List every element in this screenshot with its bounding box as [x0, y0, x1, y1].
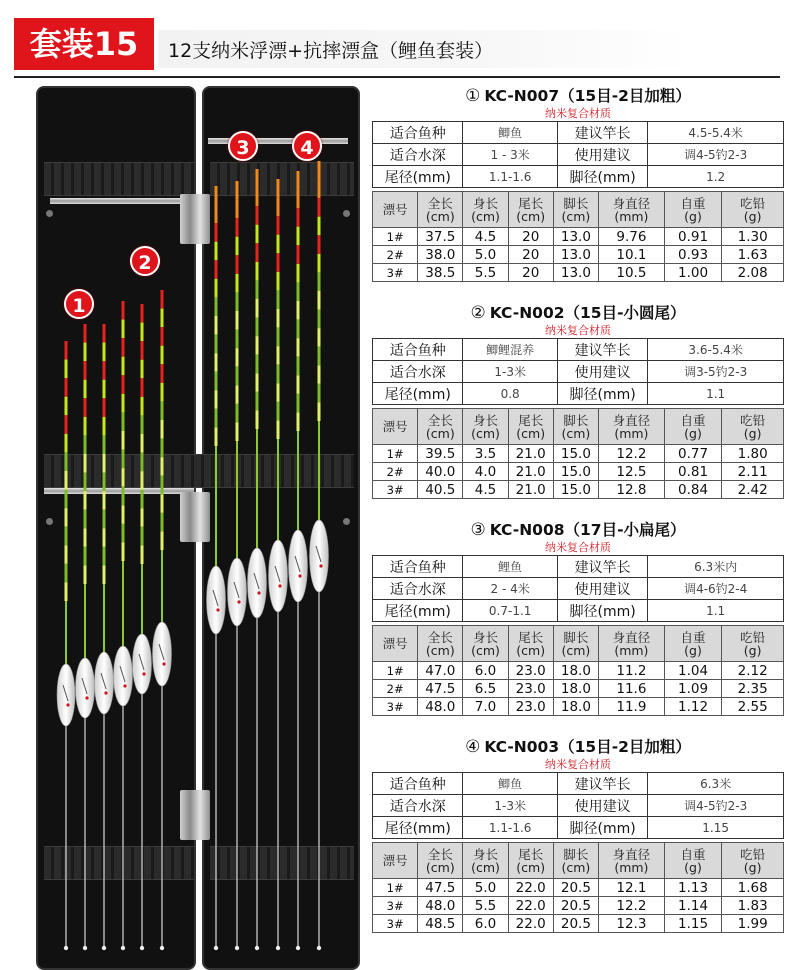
- attr-label: 尾径(mm): [373, 600, 463, 622]
- table-row: [373, 463, 784, 481]
- cell: 3#: [373, 897, 418, 915]
- cell: 1#: [373, 445, 418, 463]
- attr-value: 6.3米: [648, 773, 784, 795]
- attr-value: 0.7-1.1: [463, 600, 558, 622]
- dims-header: 自重 (g): [664, 409, 722, 445]
- spec-tables: [372, 86, 784, 954]
- cell: 18.0: [553, 698, 598, 716]
- cell: 21.0: [508, 481, 553, 499]
- fishing-float: [269, 179, 288, 950]
- cell: 2.11: [722, 463, 784, 481]
- float-foot-tip: [102, 946, 106, 950]
- cell: 3#: [373, 264, 418, 282]
- page-header: [0, 0, 790, 80]
- dims-header: 全长 (cm): [418, 192, 463, 228]
- fishing-float: [133, 304, 152, 950]
- attr-value: 1.2: [648, 166, 784, 188]
- attr-label: 使用建议: [557, 578, 647, 600]
- product-material: 纳米复合材质: [545, 541, 611, 554]
- cell: 23.0: [508, 698, 553, 716]
- attr-label: 尾径(mm): [373, 817, 463, 839]
- cell: 22.0: [508, 915, 553, 933]
- cell: 13.0: [553, 228, 598, 246]
- dims-header: 自重 (g): [664, 626, 722, 662]
- cell: 3.5: [463, 445, 508, 463]
- product-3: [372, 520, 784, 737]
- cell: 18.0: [553, 662, 598, 680]
- dims-header: 身长 (cm): [463, 626, 508, 662]
- product-number: ②: [470, 303, 486, 323]
- table-row: [373, 662, 784, 680]
- attr-label: 脚径(mm): [557, 166, 647, 188]
- table-row: [373, 481, 784, 499]
- dims-header-row: [373, 626, 784, 662]
- cell: 22.0: [508, 897, 553, 915]
- cell: 1#: [373, 879, 418, 897]
- fishing-float: [76, 324, 95, 950]
- fishing-float: [153, 290, 172, 950]
- attr-value: 3.6-5.4米: [648, 339, 784, 361]
- product-number: ④: [465, 737, 481, 757]
- product-number: ①: [465, 86, 481, 106]
- marker-2: 2: [130, 246, 160, 276]
- cell: 4.5: [463, 481, 508, 499]
- attr-value: 1 - 3米: [463, 144, 558, 166]
- floats-illustration: [30, 86, 370, 970]
- attr-label: 适合水深: [373, 144, 463, 166]
- attr-label: 尾径(mm): [373, 383, 463, 405]
- cell: 1.09: [664, 680, 722, 698]
- cell: 11.6: [599, 680, 665, 698]
- header-divider: [14, 76, 780, 78]
- cell: 1#: [373, 662, 418, 680]
- cell: 23.0: [508, 662, 553, 680]
- cell: 1.00: [664, 264, 722, 282]
- attr-value: 调4-5钓2-3: [648, 795, 784, 817]
- dims-table: [372, 625, 784, 716]
- cell: 12.8: [599, 481, 665, 499]
- cell: 2#: [373, 246, 418, 264]
- attr-row: [373, 166, 784, 188]
- float-logo-dot: [237, 600, 240, 603]
- dims-header: 身长 (cm): [463, 192, 508, 228]
- product-name: KC-N002（15目-小圆尾）: [489, 304, 686, 322]
- attr-label: 适合鱼种: [373, 339, 463, 361]
- float-logo-dot: [257, 591, 260, 594]
- cell: 47.0: [418, 662, 463, 680]
- cell: 48.0: [418, 897, 463, 915]
- attr-label: 脚径(mm): [557, 600, 647, 622]
- float-logo-dot: [162, 662, 165, 665]
- cell: 6.5: [463, 680, 508, 698]
- cell: 38.5: [418, 264, 463, 282]
- fishing-float: [207, 186, 226, 950]
- float-foot-tip: [255, 946, 259, 950]
- cell: 12.1: [599, 879, 665, 897]
- attr-value: 4.5-5.4米: [648, 122, 784, 144]
- cell: 12.3: [599, 915, 665, 933]
- float-foot-tip: [317, 946, 321, 950]
- marker-1: 1: [64, 289, 94, 319]
- dims-header: 全长 (cm): [418, 409, 463, 445]
- cell: 47.5: [418, 879, 463, 897]
- float-foot-tip: [276, 946, 280, 950]
- product-material: 纳米复合材质: [545, 758, 611, 771]
- dims-header: 身直径 (mm): [599, 843, 665, 879]
- cell: 0.91: [664, 228, 722, 246]
- cell: 12.2: [599, 445, 665, 463]
- cell: 2#: [373, 680, 418, 698]
- attr-value: 鲤鱼: [463, 556, 558, 578]
- product-4: [372, 737, 784, 954]
- cell: 9.76: [599, 228, 665, 246]
- attr-table: [372, 555, 784, 622]
- cell: 1#: [373, 228, 418, 246]
- cell: 1.04: [664, 662, 722, 680]
- attr-label: 建议竿长: [557, 773, 647, 795]
- attr-value: 调4-5钓2-3: [648, 144, 784, 166]
- table-row: [373, 228, 784, 246]
- product-title: [372, 737, 784, 757]
- cell: 15.0: [553, 445, 598, 463]
- attr-value: 1.1: [648, 383, 784, 405]
- cell: 15.0: [553, 463, 598, 481]
- product-material: 纳米复合材质: [545, 107, 611, 120]
- cell: 6.0: [463, 662, 508, 680]
- cell: 20: [508, 246, 553, 264]
- product-material: 纳米复合材质: [545, 324, 611, 337]
- attr-label: 使用建议: [557, 795, 647, 817]
- cell: 1.14: [664, 897, 722, 915]
- cell: 2.42: [722, 481, 784, 499]
- cell: 3#: [373, 915, 418, 933]
- fishing-float: [57, 341, 75, 950]
- cell: 4.5: [463, 228, 508, 246]
- float-logo-dot: [319, 564, 322, 567]
- cell: 12.2: [599, 897, 665, 915]
- attr-value: 1-3米: [463, 795, 558, 817]
- cell: 21.0: [508, 463, 553, 481]
- float-box-photo: [30, 86, 370, 970]
- attr-row: [373, 361, 784, 383]
- cell: 40.5: [418, 481, 463, 499]
- cell: 11.2: [599, 662, 665, 680]
- dims-header: 尾长 (cm): [508, 409, 553, 445]
- attr-label: 使用建议: [557, 144, 647, 166]
- table-row: [373, 698, 784, 716]
- cell: 48.0: [418, 698, 463, 716]
- dims-header: 吃铅 (g): [722, 409, 784, 445]
- attr-value: 鲫鲤混养: [463, 339, 558, 361]
- float-foot-tip: [83, 946, 87, 950]
- cell: 23.0: [508, 680, 553, 698]
- attr-label: 适合水深: [373, 578, 463, 600]
- fishing-float: [228, 181, 247, 950]
- cell: 20.5: [553, 915, 598, 933]
- float-logo-dot: [104, 691, 107, 694]
- cell: 10.5: [599, 264, 665, 282]
- float-foot-tip: [296, 946, 300, 950]
- cell: 13.0: [553, 264, 598, 282]
- float-foot-tip: [214, 946, 218, 950]
- fishing-float: [248, 169, 267, 950]
- cell: 38.0: [418, 246, 463, 264]
- cell: 20.5: [553, 879, 598, 897]
- dims-header: 身直径 (mm): [599, 192, 665, 228]
- product-title: [372, 303, 784, 323]
- cell: 13.0: [553, 246, 598, 264]
- attr-row: [373, 600, 784, 622]
- cell: 1.12: [664, 698, 722, 716]
- attr-row: [373, 339, 784, 361]
- cell: 48.5: [418, 915, 463, 933]
- attr-label: 适合鱼种: [373, 122, 463, 144]
- cell: 1.80: [722, 445, 784, 463]
- attr-row: [373, 144, 784, 166]
- dims-header: 身长 (cm): [463, 409, 508, 445]
- dims-header: 吃铅 (g): [722, 843, 784, 879]
- dims-header: 脚长 (cm): [553, 192, 598, 228]
- attr-row: [373, 578, 784, 600]
- product-1: [372, 86, 784, 303]
- attr-row: [373, 122, 784, 144]
- attr-row: [373, 795, 784, 817]
- table-row: [373, 879, 784, 897]
- cell: 1.68: [722, 879, 784, 897]
- attr-label: 脚径(mm): [557, 817, 647, 839]
- attr-table: [372, 772, 784, 839]
- attr-row: [373, 383, 784, 405]
- float-foot-tip: [160, 946, 164, 950]
- cell: 3#: [373, 481, 418, 499]
- float-logo-dot: [278, 584, 281, 587]
- attr-label: 脚径(mm): [557, 383, 647, 405]
- float-foot-tip: [235, 946, 239, 950]
- float-logo-dot: [216, 608, 219, 611]
- product-title: [372, 86, 784, 106]
- attr-value: 2 - 4米: [463, 578, 558, 600]
- product-2: [372, 303, 784, 520]
- cell: 1.83: [722, 897, 784, 915]
- float-logo-dot: [142, 672, 145, 675]
- cell: 47.5: [418, 680, 463, 698]
- cell: 22.0: [508, 879, 553, 897]
- attr-table: [372, 121, 784, 188]
- cell: 20: [508, 228, 553, 246]
- dims-header: 漂号: [373, 626, 418, 662]
- cell: 3#: [373, 698, 418, 716]
- cell: 18.0: [553, 680, 598, 698]
- float-foot-tip: [140, 946, 144, 950]
- attr-label: 适合水深: [373, 361, 463, 383]
- cell: 12.5: [599, 463, 665, 481]
- cell: 39.5: [418, 445, 463, 463]
- fishing-float: [114, 301, 133, 950]
- cell: 20: [508, 264, 553, 282]
- product-name: KC-N007（15目-2目加粗）: [484, 87, 691, 105]
- cell: 0.77: [664, 445, 722, 463]
- dims-header: 吃铅 (g): [722, 626, 784, 662]
- attr-label: 建议竿长: [557, 122, 647, 144]
- cell: 5.0: [463, 246, 508, 264]
- dims-header: 身长 (cm): [463, 843, 508, 879]
- product-name: KC-N003（15目-2目加粗）: [484, 738, 691, 756]
- dims-header: 脚长 (cm): [553, 626, 598, 662]
- attr-label: 建议竿长: [557, 339, 647, 361]
- cell: 0.93: [664, 246, 722, 264]
- cell: 10.1: [599, 246, 665, 264]
- product-title: [372, 520, 784, 540]
- attr-value: 1.1: [648, 600, 784, 622]
- float-logo-dot: [66, 703, 69, 706]
- cell: 5.5: [463, 264, 508, 282]
- attr-label: 建议竿长: [557, 556, 647, 578]
- dims-header: 尾长 (cm): [508, 626, 553, 662]
- dims-header: 尾长 (cm): [508, 843, 553, 879]
- dims-header: 漂号: [373, 409, 418, 445]
- cell: 5.0: [463, 879, 508, 897]
- fishing-float: [289, 171, 308, 950]
- set-badge: 套装15: [14, 18, 154, 70]
- dims-table: [372, 408, 784, 499]
- attr-value: 1.1-1.6: [463, 166, 558, 188]
- cell: 15.0: [553, 481, 598, 499]
- marker-3: 3: [228, 131, 258, 161]
- attr-value: 1-3米: [463, 361, 558, 383]
- dims-table: [372, 842, 784, 933]
- cell: 0.84: [664, 481, 722, 499]
- dims-header: 脚长 (cm): [553, 843, 598, 879]
- float-logo-dot: [298, 574, 301, 577]
- cell: 40.0: [418, 463, 463, 481]
- attr-label: 适合鱼种: [373, 773, 463, 795]
- fishing-float: [310, 161, 329, 950]
- cell: 5.5: [463, 897, 508, 915]
- attr-value: 调3-5钓2-3: [648, 361, 784, 383]
- cell: 4.0: [463, 463, 508, 481]
- attr-value: 6.3米内: [648, 556, 784, 578]
- float-logo-dot: [85, 696, 88, 699]
- attr-label: 适合水深: [373, 795, 463, 817]
- product-number: ③: [470, 520, 486, 540]
- cell: 2.35: [722, 680, 784, 698]
- cell: 0.81: [664, 463, 722, 481]
- dims-table: [372, 191, 784, 282]
- dims-header: 全长 (cm): [418, 626, 463, 662]
- dims-header: 吃铅 (g): [722, 192, 784, 228]
- dims-header: 尾长 (cm): [508, 192, 553, 228]
- cell: 7.0: [463, 698, 508, 716]
- attr-value: 0.8: [463, 383, 558, 405]
- attr-value: 调4-6钓2-4: [648, 578, 784, 600]
- page-title: 12支纳米浮漂+抗摔漂盒（鲤鱼套装）: [168, 40, 494, 62]
- cell: 1.15: [664, 915, 722, 933]
- attr-label: 适合鱼种: [373, 556, 463, 578]
- dims-header: 漂号: [373, 843, 418, 879]
- dims-header: 身直径 (mm): [599, 626, 665, 662]
- cell: 11.9: [599, 698, 665, 716]
- dims-header: 全长 (cm): [418, 843, 463, 879]
- table-row: [373, 246, 784, 264]
- cell: 2#: [373, 463, 418, 481]
- dims-header: 脚长 (cm): [553, 409, 598, 445]
- dims-header-row: [373, 192, 784, 228]
- attr-row: [373, 817, 784, 839]
- cell: 1.63: [722, 246, 784, 264]
- attr-label: 尾径(mm): [373, 166, 463, 188]
- cell: 37.5: [418, 228, 463, 246]
- attr-table: [372, 338, 784, 405]
- dims-header: 自重 (g): [664, 843, 722, 879]
- dims-header-row: [373, 409, 784, 445]
- dims-header: 自重 (g): [664, 192, 722, 228]
- cell: 21.0: [508, 445, 553, 463]
- float-foot-tip: [64, 946, 68, 950]
- table-row: [373, 264, 784, 282]
- float-logo-dot: [123, 684, 126, 687]
- product-name: KC-N008（17目-小扁尾）: [489, 521, 686, 539]
- dims-header-row: [373, 843, 784, 879]
- cell: 2.55: [722, 698, 784, 716]
- table-row: [373, 897, 784, 915]
- attr-label: 使用建议: [557, 361, 647, 383]
- cell: 2.08: [722, 264, 784, 282]
- dims-header: 身直径 (mm): [599, 409, 665, 445]
- cell: 1.99: [722, 915, 784, 933]
- cell: 1.30: [722, 228, 784, 246]
- cell: 20.5: [553, 897, 598, 915]
- table-row: [373, 680, 784, 698]
- attr-value: 1.15: [648, 817, 784, 839]
- cell: 6.0: [463, 915, 508, 933]
- cell: 1.13: [664, 879, 722, 897]
- attr-value: 鲫鱼: [463, 122, 558, 144]
- attr-value: 1.1-1.6: [463, 817, 558, 839]
- marker-4: 4: [292, 131, 322, 161]
- cell: 2.12: [722, 662, 784, 680]
- float-foot-tip: [121, 946, 125, 950]
- fishing-float: [95, 324, 114, 950]
- attr-row: [373, 556, 784, 578]
- table-row: [373, 915, 784, 933]
- attr-row: [373, 773, 784, 795]
- attr-value: 鲫鱼: [463, 773, 558, 795]
- dims-header: 漂号: [373, 192, 418, 228]
- table-row: [373, 445, 784, 463]
